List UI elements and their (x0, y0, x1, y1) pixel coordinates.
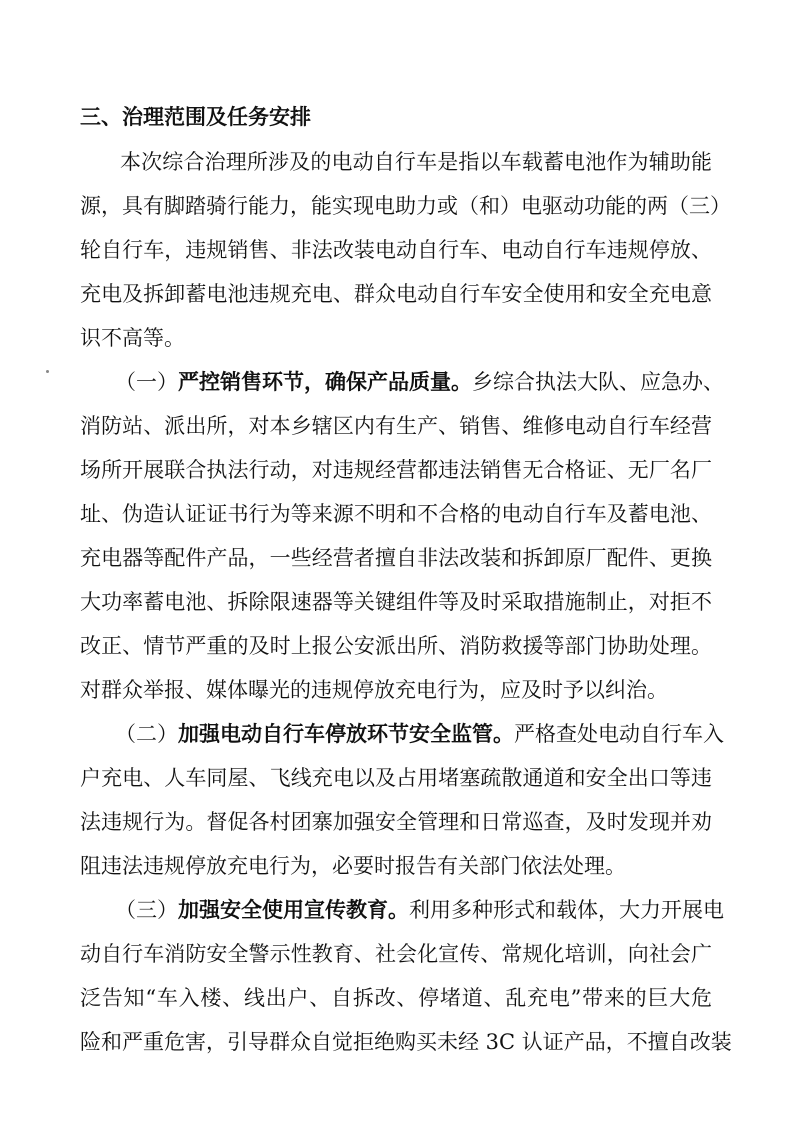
item2-line-4: 阻违法违规停放充电行为，必要时报告有关部门依法处理。 (80, 854, 626, 878)
item1-lead: 严控销售环节，确保产品质量。 (178, 370, 472, 394)
item3-first-rest: 利用多种形式和载体，大力开展电 (409, 898, 724, 922)
item1-line-3: 场所开展联合执法行动，对违规经营都违法销售无合格证、无厂名厂 (80, 458, 712, 482)
item3-line-3: 泛告知“车入楼、线出户、自拆改、停堵道、乱充电”带来的巨大危 (80, 986, 712, 1010)
item1-line-2: 消防站、派出所，对本乡辖区内有生产、销售、维修电动自行车经营 (80, 414, 712, 438)
item2-first-line (115, 722, 724, 746)
item2-first-rest: 严格查处电动自行车入 (514, 722, 724, 746)
item1-line-7: 改正、情节严重的及时上报公安派出所、消防救援等部门协助处理。 (80, 634, 712, 658)
item1-first-rest: 乡综合执法大队、应急办、 (472, 370, 724, 394)
item3-line-4: 险和严重危害，引导群众自觉拒绝购买未经 3C 认证产品，不擅自改装 (80, 1030, 732, 1054)
item1-first-line (115, 370, 724, 394)
section-heading: 三、治理范围及任务安排 (80, 105, 311, 129)
item2-line-3: 法违规行为。督促各村团寨加强安全管理和日常巡查，及时发现并劝 (80, 810, 712, 834)
intro-line-1: 本次综合治理所涉及的电动自行车是指以车载蓄电池作为辅助能 (120, 150, 712, 174)
item2-lead: 加强电动自行车停放环节安全监管。 (178, 722, 514, 746)
item1-line-8: 对群众举报、媒体曝光的违规停放充电行为，应及时予以纠治。 (80, 678, 668, 702)
intro-line-4: 充电及拆卸蓄电池违规充电、群众电动自行车安全使用和安全充电意 (80, 282, 712, 306)
scan-speck (46, 370, 49, 373)
item1-line-5: 充电器等配件产品，一些经营者擅自非法改装和拆卸原厂配件、更换 (80, 546, 712, 570)
item3-line-2: 动自行车消防安全警示性教育、社会化宣传、常规化培训，向社会广 (80, 942, 712, 966)
item1-label: （一） (115, 370, 178, 394)
item2-label: （二） (115, 722, 178, 746)
item1-line-6: 大功率蓄电池、拆除限速器等关键组件等及时采取措施制止，对拒不 (80, 590, 712, 614)
item3-lead: 加强安全使用宣传教育。 (178, 898, 409, 922)
item2-line-2: 户充电、人车同屋、飞线充电以及占用堵塞疏散通道和安全出口等违 (80, 766, 712, 790)
item3-label: （三） (115, 898, 178, 922)
item1-line-4: 址、伪造认证证书行为等来源不明和不合格的电动自行车及蓄电池、 (80, 502, 712, 526)
intro-line-3: 轮自行车，违规销售、非法改装电动自行车、电动自行车违规停放、 (80, 238, 712, 262)
intro-line-2: 源，具有脚踏骑行能力，能实现电助力或（和）电驱动功能的两（三） (80, 194, 731, 218)
intro-line-5: 识不高等。 (80, 326, 185, 350)
item3-first-line (115, 898, 724, 922)
